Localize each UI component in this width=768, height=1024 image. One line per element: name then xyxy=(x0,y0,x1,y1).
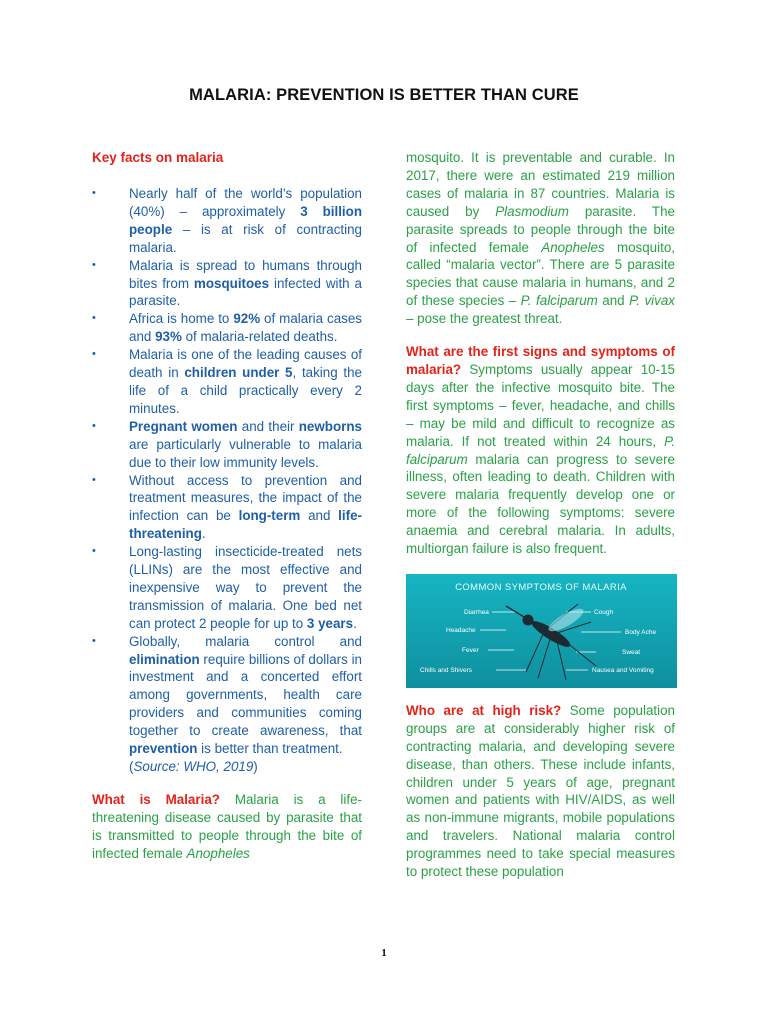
bullet-icon: • xyxy=(92,419,96,432)
list-item: • Malaria is one of the leading causes of death in children under 5, taking the life of a child practically every 2 minutes. xyxy=(92,347,363,416)
symptom-label-cough: Cough xyxy=(594,608,614,616)
signs-symptoms-paragraph: What are the first signs and symptoms of malaria? Symptoms usually appear 10-15 days after the infective mosquito bite. The first symptoms – fever, headache, and chills – may be mild and difficult to recognize as malaria. If not treated within 24 hours, P. falciparum malaria can progress to severe illness, often leading to death. Children with severe malaria frequently develop one or more of the following symptoms: severe anaemia and cerebral malaria. In adults, multiorgan failure is also frequent. xyxy=(406,344,675,557)
mosquito-icon xyxy=(506,604,596,680)
mosquito-diagram xyxy=(406,574,677,688)
bullet-icon: • xyxy=(92,545,96,558)
symptom-label-chills: Chills and Shivers xyxy=(420,666,473,674)
page-title: MALARIA: PREVENTION IS BETTER THAN CURE xyxy=(189,86,579,104)
what-is-malaria-continued: mosquito. It is preventable and curable. In 2017, there were an estimated 219 million cases of malaria in 87 countries. Malaria is caused by Plasmodium parasite. The parasite spreads to people through the bite of infected female Anopheles mosquito, called “malaria vector”. There are 5 parasite species that cause malaria in humans, and 2 of these species – P. falciparum and P. vivax – pose the greatest threat. xyxy=(406,150,675,327)
what-is-malaria-paragraph: What is Malaria? Malaria is a life-threatening disease caused by parasite that is transmitted to people through the bite of infected female Anopheles xyxy=(92,791,362,861)
left-column xyxy=(92,150,362,863)
bullet-icon: • xyxy=(92,348,96,361)
right-column xyxy=(406,149,675,881)
bullet-icon: • xyxy=(92,258,96,271)
symptom-label-body-ache: Body Ache xyxy=(625,628,657,636)
high-risk-paragraph: Who are at high risk? Some population groups are at considerably higher risk of contracting malaria, and developing severe disease, than others. These include infants, children under 5 years of age, pregnant women and patients with HIV/AIDS, as well as non-immune migrants, mobile populations and travelers. National malaria control programmes need to take special measures to protect these population xyxy=(406,702,675,880)
bullet-icon: • xyxy=(92,473,96,486)
bullet-icon: • xyxy=(92,634,96,647)
list-item: • Long-lasting insecticide-treated nets (LLINs) are the most effective and inexpensive way to prevent the transmission of malaria. One bed net can protect 2 people for up to 3 years. xyxy=(92,544,362,631)
list-item: • Without access to prevention and treatment measures, the impact of the infection can be long-term and life-threatening. xyxy=(92,472,362,542)
key-facts-list xyxy=(92,185,362,776)
symptom-label-headache: Headache xyxy=(446,626,476,634)
list-item: • Nearly half of the world’s population (40%) – approximately 3 billion people – is at risk of contracting malaria. xyxy=(92,186,363,255)
key-facts-heading: Key facts on malaria xyxy=(92,150,224,165)
arrows xyxy=(480,612,621,670)
bullet-icon: • xyxy=(92,187,96,199)
source-citation: (Source: WHO, 2019) xyxy=(129,759,258,774)
list-item: • Africa is home to 92% of malaria cases and 93% of malaria-related deaths. xyxy=(92,311,362,345)
list-item: • Malaria is spread to humans through bites from mosquitoes infected with a parasite. xyxy=(92,257,362,309)
symptom-label-fever: Fever xyxy=(462,646,479,654)
symptom-label-diarrhea: Diarrhea xyxy=(464,608,489,616)
list-item: • Globally, malaria control and elimination require billions of dollars in investment and a concerted effort among governments, health care providers and communities coming together to create awareness, that prevention is better than treatment. (Source: WHO, 2019) xyxy=(92,633,362,774)
symptom-label-sweat: Sweat xyxy=(622,648,641,656)
page-number: 1 xyxy=(381,947,387,959)
bullet-icon: • xyxy=(92,312,96,325)
symptoms-infographic xyxy=(406,574,677,688)
infographic-title: COMMON SYMPTOMS OF MALARIA xyxy=(455,581,627,593)
list-item: • Pregnant women and their newborns are particularly vulnerable to malaria due to their low immunity levels. xyxy=(92,418,362,470)
symptom-label-nausea: Nausea and Vomiting xyxy=(592,666,654,674)
